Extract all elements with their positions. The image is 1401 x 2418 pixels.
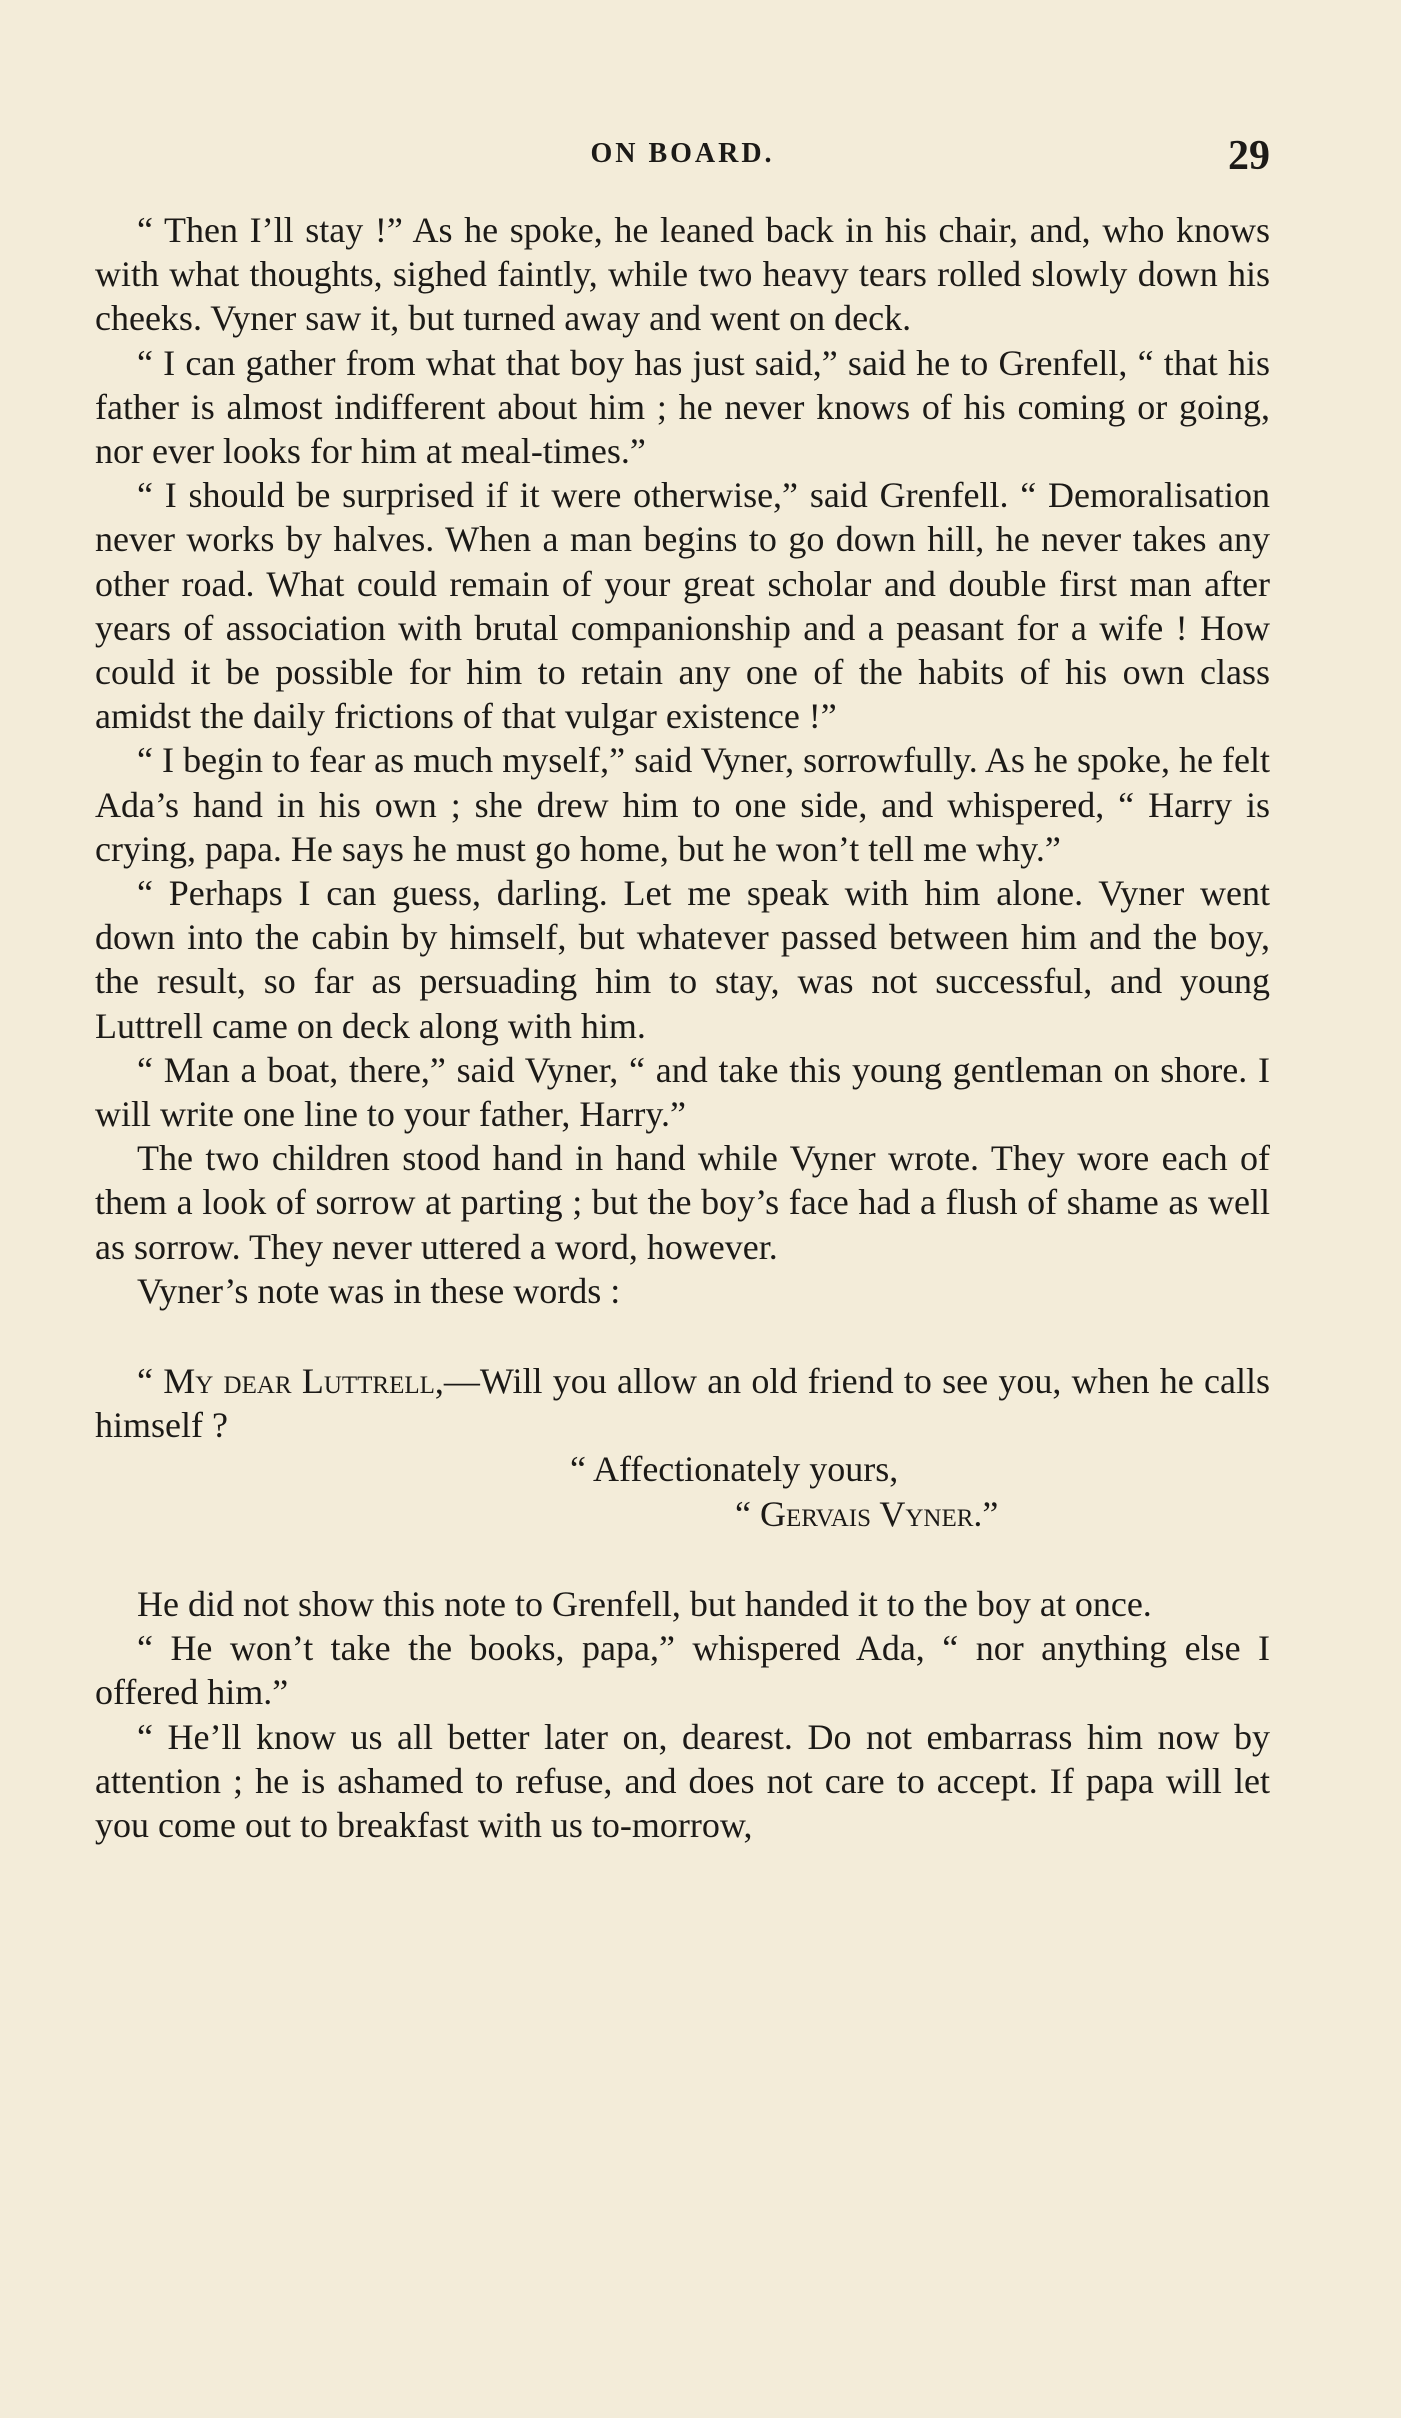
paragraph-9: He did not show this note to Grenfell, but handed it to the boy at once. bbox=[137, 1583, 1152, 1624]
paragraph-4: “ I begin to fear as much myself,” said Vyner, sorrowfully. As he spoke, he felt Ada’s hand in his own ; she drew him to one side, and whispered, “ Harry is crying, papa. He says he must go home, but he won’t tell me why.” bbox=[95, 740, 1270, 869]
running-title: ON BOARD. bbox=[590, 138, 775, 169]
paragraph-7: The two children stood hand in hand while Vyner wrote. They wore each of them a look of sorrow at parting ; but the boy’s face had a flush of shame as well as sorrow. They never uttered a word, however. bbox=[95, 1138, 1270, 1267]
letter-closing: “ Affectionately yours, bbox=[570, 1449, 899, 1490]
body-text bbox=[95, 208, 1270, 1847]
paragraph-5: “ Perhaps I can guess, darling. Let me speak with him alone. Vyner went down into the cabin by himself, but whatever passed between him and the boy, the result, so far as persuading him to stay, was not successful, and young Luttrell came on deck along with him. bbox=[95, 873, 1270, 1046]
paragraph-10: “ He won’t take the books, papa,” whispered Ada, “ nor anything else I offered him.” bbox=[95, 1628, 1270, 1713]
paragraph-8: Vyner’s note was in these words : bbox=[137, 1270, 621, 1311]
running-head bbox=[95, 133, 1270, 188]
letter-salutation: “ My dear Luttrell, bbox=[137, 1361, 444, 1402]
paragraph-2: “ I can gather from what that boy has just said,” said he to Grenfell, “ that his father is almost indifferent about him ; he never knows of his coming or going, nor ever looks for him at meal-times.” bbox=[95, 342, 1270, 472]
paragraph-11: “ He’ll know us all better later on, dearest. Do not embarrass him now by attention ; he is ashamed to refuse, and does not care to accept. If papa will let you come out to breakfast with us to-morrow, bbox=[95, 1716, 1270, 1845]
page-number: 29 bbox=[1228, 133, 1270, 179]
letter-text bbox=[95, 1359, 1270, 1447]
letter-body: —Will you allow an old friend to see you, when he calls himself ? bbox=[95, 1361, 1271, 1446]
paragraph-6: “ Man a boat, there,” said Vyner, “ and take this young gentleman on shore. I will write one line to your father, Harry.” bbox=[95, 1049, 1270, 1135]
letter-signature: “ Gervais Vyner.” bbox=[735, 1493, 999, 1534]
paragraph-1: “ Then I’ll stay !” As he spoke, he leaned back in his chair, and, who knows with what thoughts, sighed faintly, while two heavy tears rolled slowly down his cheeks. Vyner saw it, but turned away and went on deck. bbox=[95, 210, 1270, 339]
paragraph-3: “ I should be surprised if it were otherwise,” said Grenfell. “ Demoralisation never works by halves. When a man begins to go down hill, he never takes any other road. What could remain of your great scholar and double first man after years of association with brutal companionship and a peasant for a wife ! How could it be possible for him to retain any one of the habits of his own class amidst the daily frictions of that vulgar existence !” bbox=[95, 475, 1270, 737]
